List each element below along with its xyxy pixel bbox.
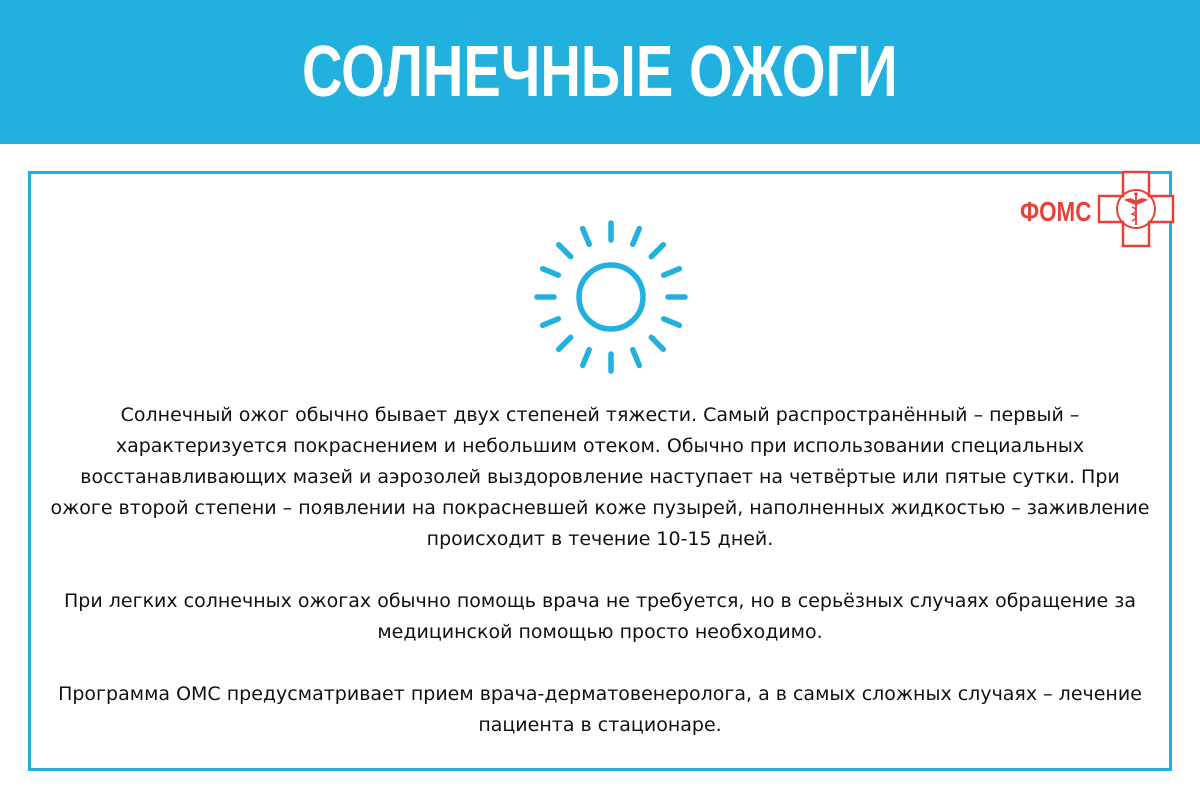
medical-cross-caduceus-icon [1097, 170, 1175, 248]
page-title: СОЛНЕЧНЫЕ ОЖОГИ [302, 32, 898, 112]
paragraph-oms: Программа ОМС предусматривает прием врача-дерматовенеролога, а в самых сложных случаях – лечение пациента в стационаре. [58, 683, 1142, 736]
logo-text: ФОМС [1020, 196, 1092, 227]
header-banner [0, 0, 1200, 144]
foms-logo [1018, 170, 1176, 248]
article-text [48, 400, 1152, 772]
paragraph-degrees: Солнечный ожог обычно бывает двух степеней тяжести. Самый распространённый – первый – характеризуется покраснением и небольшим отеком. Обычно при использовании специальных восстанавливающих мазей и аэрозолей выздоровление наступает на четвёртые или пятые сутки. При ожоге второй степени – появлении на покрасневшей коже пузырей, наполненных жидкостью – заживление происходит в течение 10-15 дней. [50, 404, 1150, 550]
paragraph-doctor: При легких солнечных ожогах обычно помощь врача не требуется, но в серьёзных случаях обращение за медицинской помощью просто необходимо. [64, 590, 1136, 643]
sun-icon [532, 218, 690, 376]
